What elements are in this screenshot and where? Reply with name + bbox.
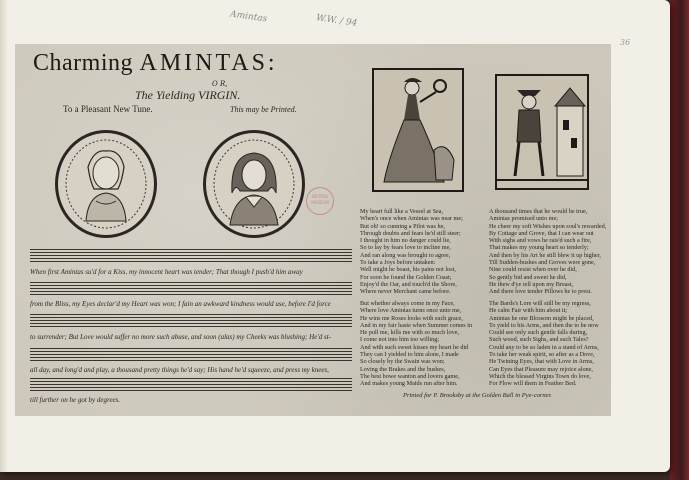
verse-line: Where never Merchant came before. bbox=[360, 288, 451, 296]
library-stamp: BRITISH MUSEUM bbox=[306, 187, 334, 215]
verse-line: Can Eyes that Pleasure may rejoice alone, bbox=[489, 365, 593, 373]
verse-line: Amintas promised unto me; bbox=[489, 215, 558, 223]
imprint-line: Printed for P. Brooksby at the Golden Ball in Pye-corner. bbox=[403, 392, 552, 399]
verse-line: The Bards's Lore will still be my regress, bbox=[489, 300, 591, 307]
verse-line: I come not into him too willing; bbox=[360, 336, 440, 344]
lyric-line: from the Bliss, my Eyes declar'd my Heart was won; I fain an awkward kindness would use, before I'd force bbox=[30, 300, 331, 308]
broadside-sheet bbox=[15, 44, 611, 416]
verse-line: Where love Amintas turns once unto me, bbox=[360, 307, 462, 315]
verse-line: That makes my young heart so tenderly; bbox=[489, 244, 589, 252]
verse-line: But oh! so cunning a Pilot was he, bbox=[360, 222, 445, 230]
verse-line: For Flow will them in Feather Bed. bbox=[489, 380, 577, 388]
verse-line: I thought in him no danger could lie, bbox=[360, 237, 451, 245]
verse-line: He thew d'ye tell upon my Breast, bbox=[489, 280, 574, 288]
verse-line: They can I yielded to him alone, I made bbox=[360, 351, 459, 359]
verse-line: And ran along was brought to agree, bbox=[360, 251, 451, 259]
lady-woodcut bbox=[372, 68, 464, 192]
verse-line: A thousand times that he would be true, bbox=[489, 208, 588, 215]
verse-line: By Cottage and Grove, that I can wear out bbox=[489, 229, 594, 237]
pencil-note: Amintas bbox=[229, 9, 268, 25]
verse-line: He calm Fair with him about it; bbox=[489, 307, 568, 315]
verse-line: To take a Joys before untaken: bbox=[360, 259, 436, 267]
music-staff bbox=[30, 378, 352, 392]
tune-note: To a Pleasant New Tune. bbox=[63, 104, 153, 114]
verse-line: So to lay by fears love to incline me, bbox=[360, 244, 451, 252]
lyric-line: When first Amintas su'd for a Kiss, my innocent heart was tender; That though I push'd him away bbox=[30, 268, 303, 276]
music-staff bbox=[30, 249, 352, 263]
lyric-line: all day, and long'd and play, a thousand pretty things he'd say; His hand he'd squeeze, and press my knees, bbox=[30, 366, 329, 374]
licence-note: This may be Printed. bbox=[230, 105, 297, 114]
gentleman-woodcut bbox=[495, 74, 589, 190]
verse-line: And there love tender Pillows he to prest. bbox=[489, 288, 592, 296]
verse-line: My heart full like a Vessel at Sea, bbox=[360, 208, 444, 215]
verse-line: But whether always come in my Face, bbox=[360, 300, 455, 307]
verse-line: And with such sweet kisses my heart he did bbox=[360, 343, 469, 351]
verse-line: To yield to his Arms, and then the to be now bbox=[489, 321, 599, 329]
verse-line: He Twining Eyes, that with Love in Arms, bbox=[489, 358, 594, 366]
verse-line: When's once when Amintas was near me; bbox=[360, 215, 463, 223]
verse-line: Which the blessed Virgins Town do love, bbox=[489, 372, 591, 380]
verse-line: Through doubts and fears he'd still steer; bbox=[360, 229, 461, 237]
verse-column-1b bbox=[360, 300, 472, 388]
page-gutter bbox=[0, 0, 8, 472]
verse-line: Such wood, such Sighs, and such Tales? bbox=[489, 336, 589, 344]
verse-line: Could see only such gentle falls during, bbox=[489, 329, 588, 337]
verse-line: He wins me Roses looks with such grace, bbox=[360, 314, 463, 322]
lyric-line: till further on he got by degrees. bbox=[30, 396, 121, 404]
verse-line: Till Sudden-bushes and Groves were gone, bbox=[489, 259, 596, 267]
verse-line: Amintas he one Blossom might be placed, bbox=[489, 314, 594, 322]
verse-line: So closely by the Swain was won; bbox=[360, 358, 445, 366]
verse-line: Loving the Brakes and the bushes, bbox=[360, 365, 446, 373]
verse-line: And in my fair haste when Summer comes in bbox=[360, 321, 473, 329]
album-binding bbox=[670, 0, 689, 480]
verse-line: Well might he boast, his pains not lost, bbox=[360, 266, 456, 274]
music-staff bbox=[30, 282, 352, 296]
folio-number: 36 bbox=[620, 38, 631, 47]
verse-column-2b bbox=[489, 300, 599, 388]
verse-line: Nine could resist when over he did, bbox=[489, 266, 577, 274]
verse-column-1a bbox=[360, 208, 463, 296]
music-staff bbox=[30, 314, 352, 328]
verse-line: With sighs and vows he rais'd such a fire, bbox=[489, 237, 592, 245]
verse-line: And makes young Maids run after him. bbox=[360, 380, 458, 388]
broadside-subtitle: The Yielding VIRGIN. bbox=[135, 88, 241, 102]
verse-line: For soon he found the Golden Coast; bbox=[360, 273, 452, 281]
verse-line: To take her weak spirit, so after as a Dove, bbox=[489, 351, 595, 359]
verse-line: Could any to be so laden in a stand of Arms, bbox=[489, 343, 599, 351]
gentleman-portrait-medallion bbox=[203, 130, 305, 238]
verse-column-2a bbox=[489, 208, 606, 296]
verse-line: The best bowe wanton and lovers game, bbox=[360, 372, 460, 380]
verse-line: And then by his Art he still blew it up higher, bbox=[489, 251, 601, 259]
broadside-title: Charming AMINTAS: bbox=[33, 50, 278, 76]
or-label: O R, bbox=[212, 80, 228, 88]
pencil-note: W.W. / 94 bbox=[315, 13, 358, 29]
verse-line: Enjoy'd the Oar, and touch'd the Shore, bbox=[360, 280, 457, 288]
verse-line: So gently bid and sweet he did, bbox=[489, 273, 567, 281]
verse-line: He cheer my soft Wishes upon soul's rewarded, bbox=[489, 222, 607, 230]
verse-line: He pull me, kills me with so much love, bbox=[360, 329, 459, 337]
lyric-line: to surrender; But Love would suffer no more such abuse, and soon (alas) my Cheeks was blushing; He'd st- bbox=[30, 333, 331, 341]
lady-portrait-medallion bbox=[55, 130, 157, 238]
music-staff bbox=[30, 348, 352, 362]
